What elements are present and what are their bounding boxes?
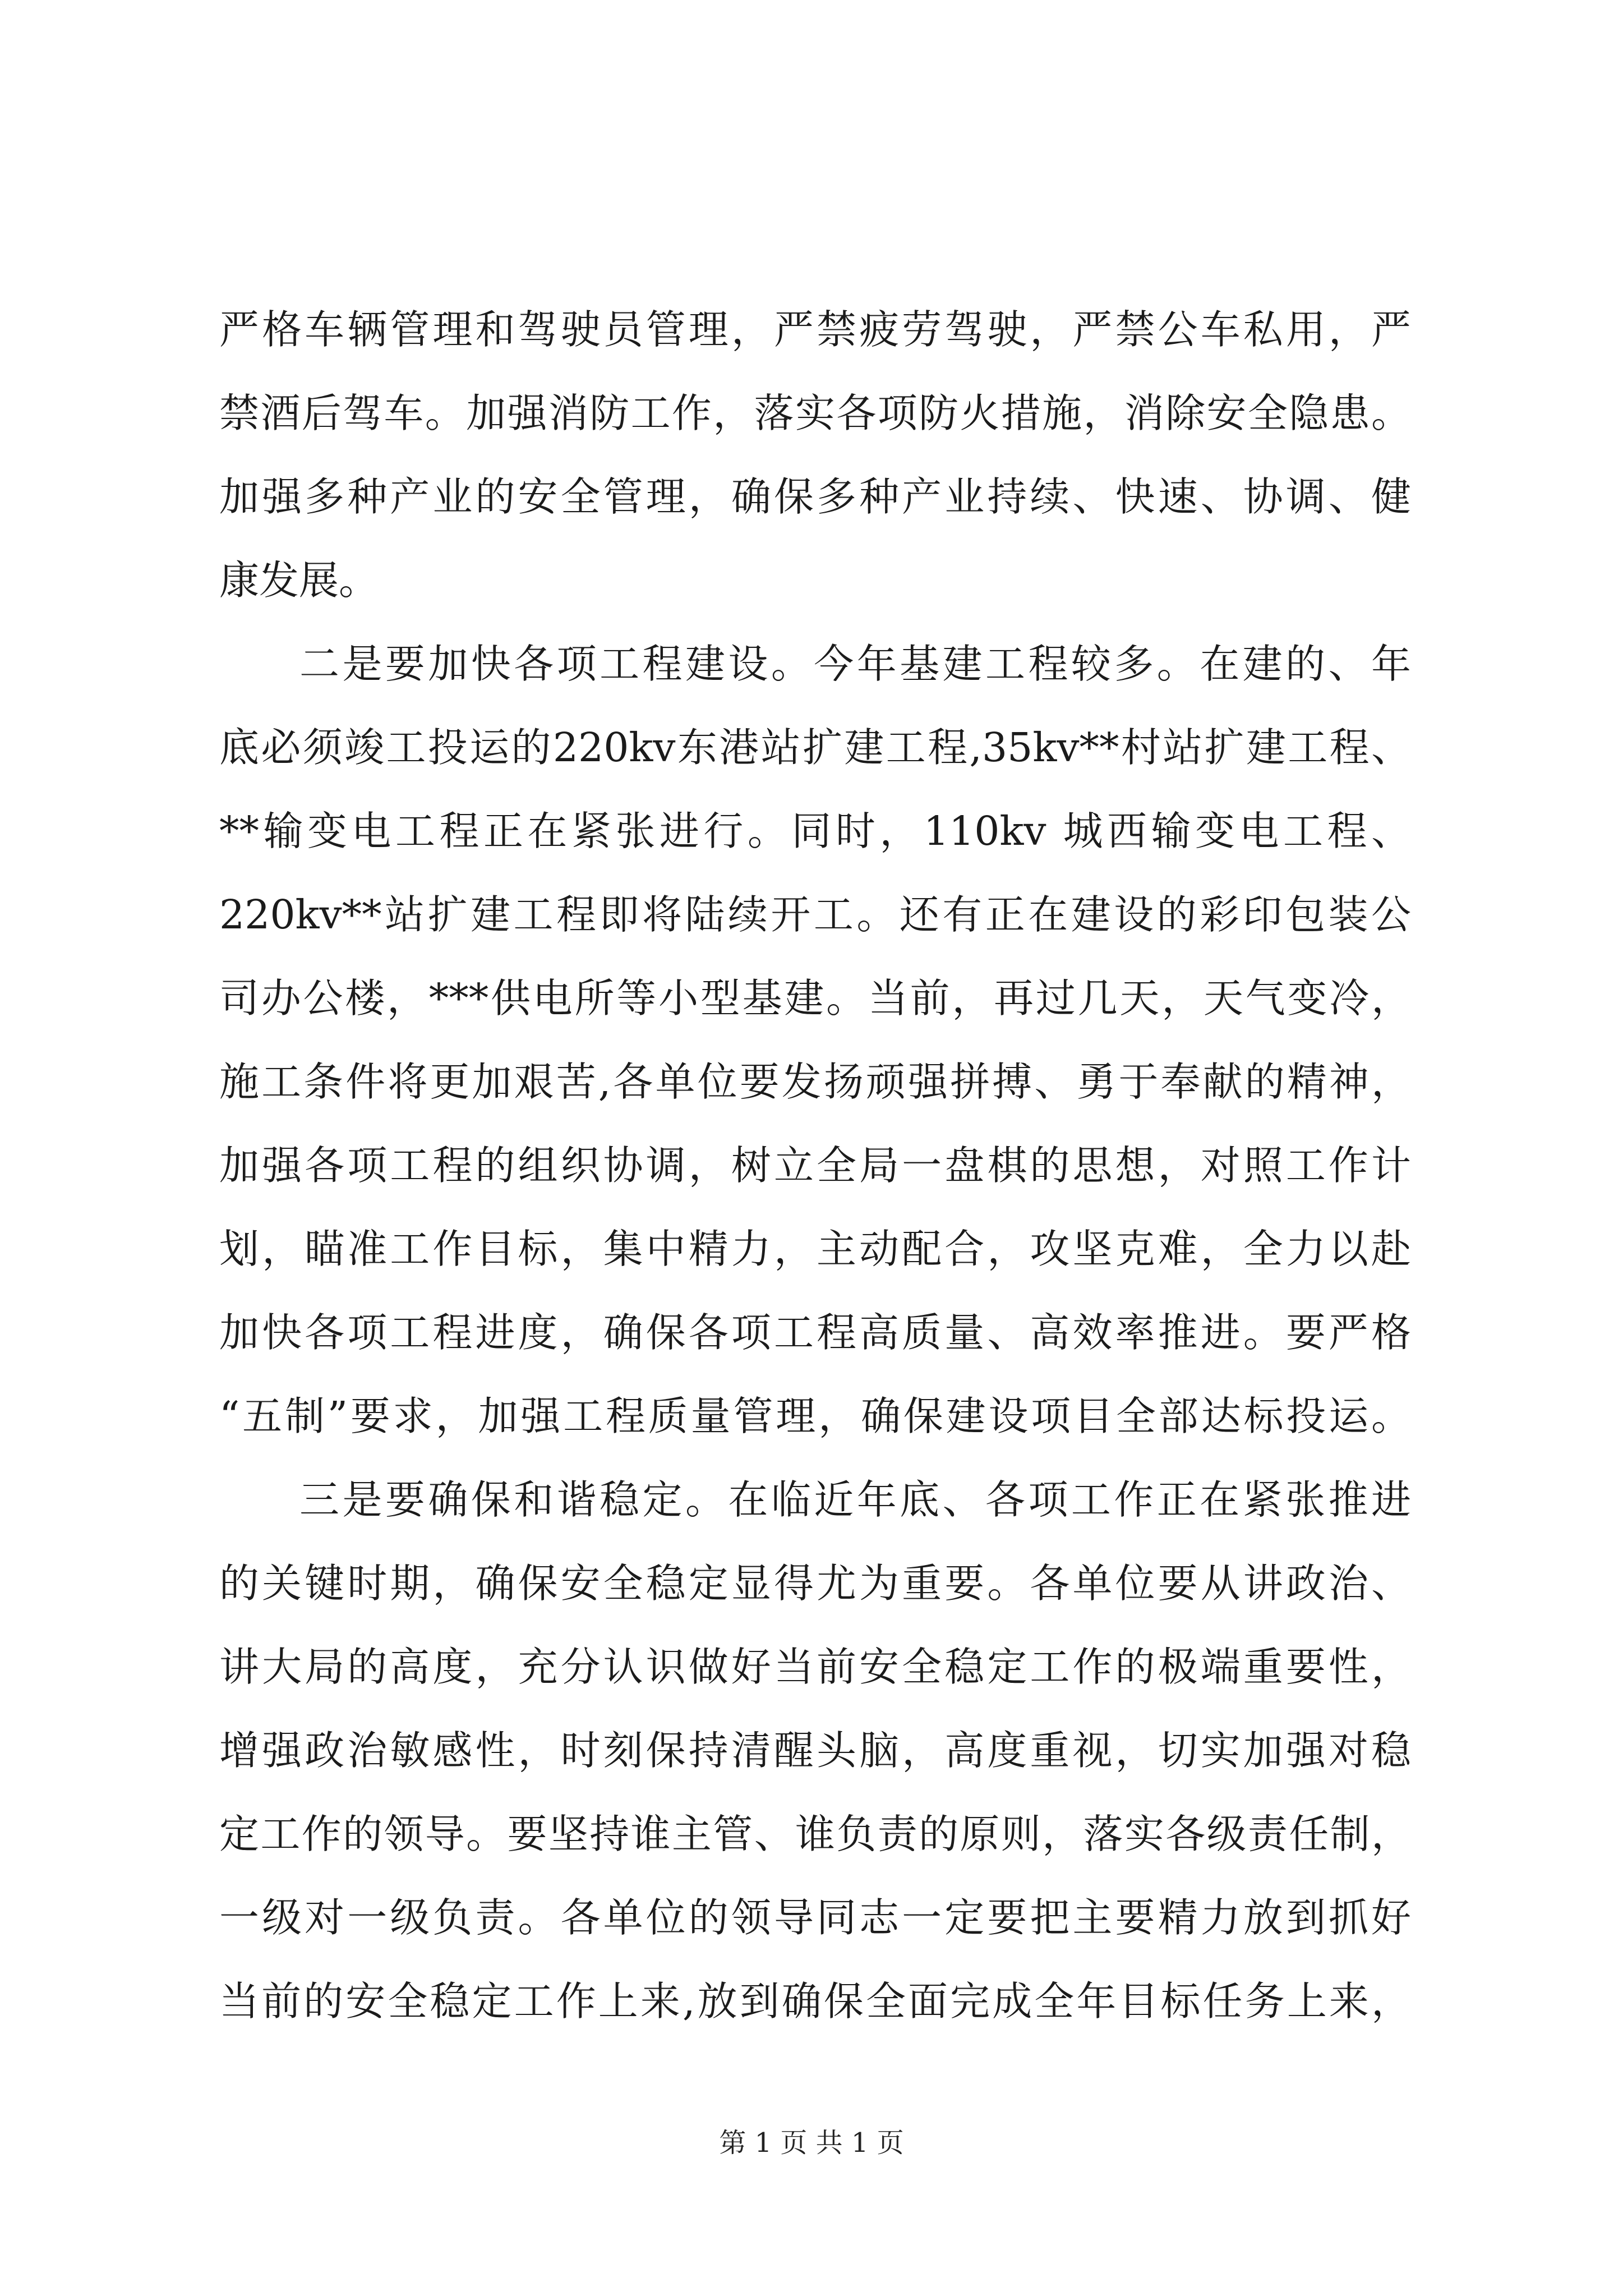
text-line: 220kv**站扩建工程即将陆续开工。还有正在建设的彩印包装公 (219, 891, 1411, 938)
text-line: 康发展。 (219, 557, 379, 604)
text-line: **输变电工程正在紧张进行。同时，110kv 城西输变电工程、 (219, 808, 1411, 854)
text-line: 的关键时期，确保安全稳定显得尤为重要。各单位要从讲政治、 (219, 1560, 1411, 1607)
text-line: 划，瞄准工作目标，集中精力，主动配合，攻坚克难，全力以赴 (219, 1226, 1411, 1272)
text-line: 底必须竣工投运的220kv东港站扩建工程,35kv**村站扩建工程、 (219, 724, 1411, 771)
text-line: 一级对一级负责。各单位的领导同志一定要把主要精力放到抓好 (219, 1894, 1411, 1941)
paragraph-first-line: 二是要加快各项工程建设。今年基建工程较多。在建的、年 (299, 641, 1411, 687)
text-line: 加快各项工程进度，确保各项工程高质量、高效率推进。要严格 (219, 1309, 1411, 1356)
text-line: 当前的安全稳定工作上来,放到确保全面完成全年目标任务上来， (219, 1978, 1411, 2024)
text-line: 定工作的领导。要坚持谁主管、谁负责的原则，落实各级责任制， (219, 1811, 1411, 1857)
text-line: 增强政治敏感性，时刻保持清醒头脑，高度重视，切实加强对稳 (219, 1727, 1411, 1774)
text-line: 司办公楼，***供电所等小型基建。当前，再过几天，天气变冷， (219, 975, 1411, 1022)
text-line: 施工条件将更加艰苦,各单位要发扬顽强拼搏、勇于奉献的精神， (219, 1059, 1411, 1105)
page-number-label: 第 1 页 共 1 页 (719, 2127, 904, 2159)
page-footer (0, 2126, 1623, 2160)
paragraph-first-line: 三是要确保和谐稳定。在临近年底、各项工作正在紧张推进 (299, 1476, 1411, 1523)
text-line: 加强各项工程的组织协调，树立全局一盘棋的思想，对照工作计 (219, 1142, 1411, 1189)
text-line: 加强多种产业的安全管理，确保多种产业持续、快速、协调、健 (219, 473, 1411, 520)
text-line: “五制”要求，加强工程质量管理，确保建设项目全部达标投运。 (219, 1393, 1411, 1439)
text-line: 严格车辆管理和驾驶员管理，严禁疲劳驾驶，严禁公车私用，严 (219, 306, 1411, 353)
text-line: 讲大局的高度，充分认识做好当前安全稳定工作的极端重要性， (219, 1644, 1411, 1690)
body-text (219, 288, 1411, 2043)
text-line: 禁酒后驾车。加强消防工作，落实各项防火措施，消除安全隐患。 (219, 390, 1411, 436)
